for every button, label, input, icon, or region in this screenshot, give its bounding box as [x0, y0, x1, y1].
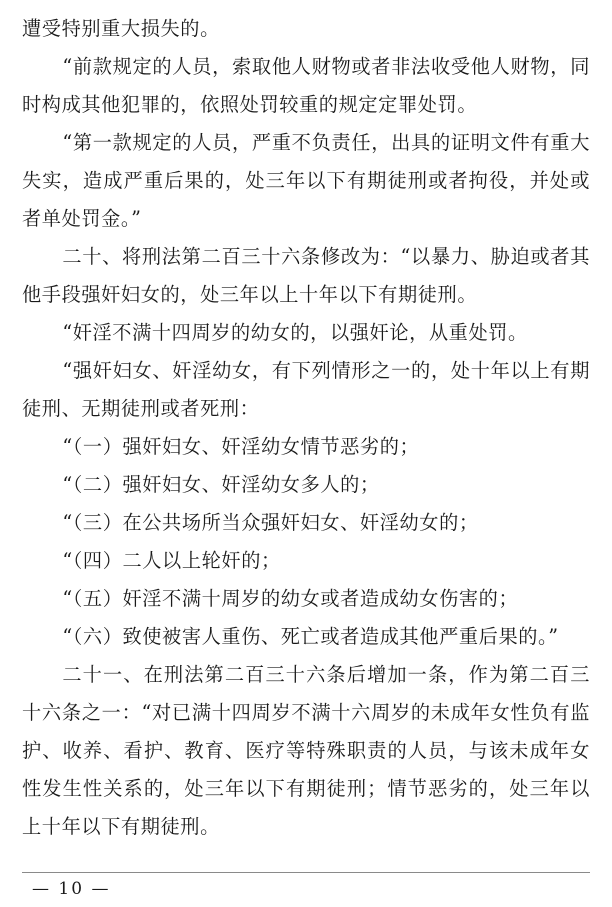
paragraph: “（三）在公共场所当众强奸妇女、奸淫幼女的；	[62, 511, 479, 534]
paragraph: “（六）致使被害人重伤、死亡或者造成其他严重后果的。”	[62, 625, 559, 648]
paragraph: 二十一、在刑法第二百三十六条后增加一条，作为第二百三十六条之一：“对已满十四周岁不满十六周岁的未成年女性负有监护、收养、看护、教育、医疗等特殊职责的人员，与该未成年女性发生性关系的，处三年以下有期徒刑；情节恶劣的，处三年以上十年以下有期徒刑。	[22, 663, 590, 838]
paragraph: “奸淫不满十四周岁的幼女的，以强奸论，从重处罚。	[62, 321, 528, 344]
page-footer	[22, 870, 590, 907]
footer-divider	[22, 872, 590, 873]
paragraph: “前款规定的人员，索取他人财物或者非法收受他人财物，同时构成其他犯罪的，依照处罚较重的规定定罪处罚。	[22, 55, 590, 116]
page-number: — 10 —	[32, 879, 111, 899]
paragraph: 遭受特别重大损失的。	[22, 17, 220, 40]
document-body	[22, 10, 590, 870]
paragraph: “（五）奸淫不满十周岁的幼女或者造成幼女伤害的；	[62, 587, 519, 610]
paragraph: “（二）强奸妇女、奸淫幼女多人的；	[62, 473, 380, 496]
paragraph: “（四）二人以上轮奸的；	[62, 549, 281, 572]
paragraph: “（一）强奸妇女、奸淫幼女情节恶劣的；	[62, 435, 420, 458]
paragraph: 二十、将刑法第二百三十六条修改为：“以暴力、胁迫或者其他手段强奸妇女的，处三年以上十年以下有期徒刑。	[22, 245, 590, 306]
paragraph: “强奸妇女、奸淫幼女，有下列情形之一的，处十年以上有期徒刑、无期徒刑或者死刑：	[22, 359, 590, 420]
paragraph: “第一款规定的人员，严重不负责任，出具的证明文件有重大失实，造成严重后果的，处三年以下有期徒刑或者拘役，并处或者单处罚金。”	[22, 131, 590, 230]
